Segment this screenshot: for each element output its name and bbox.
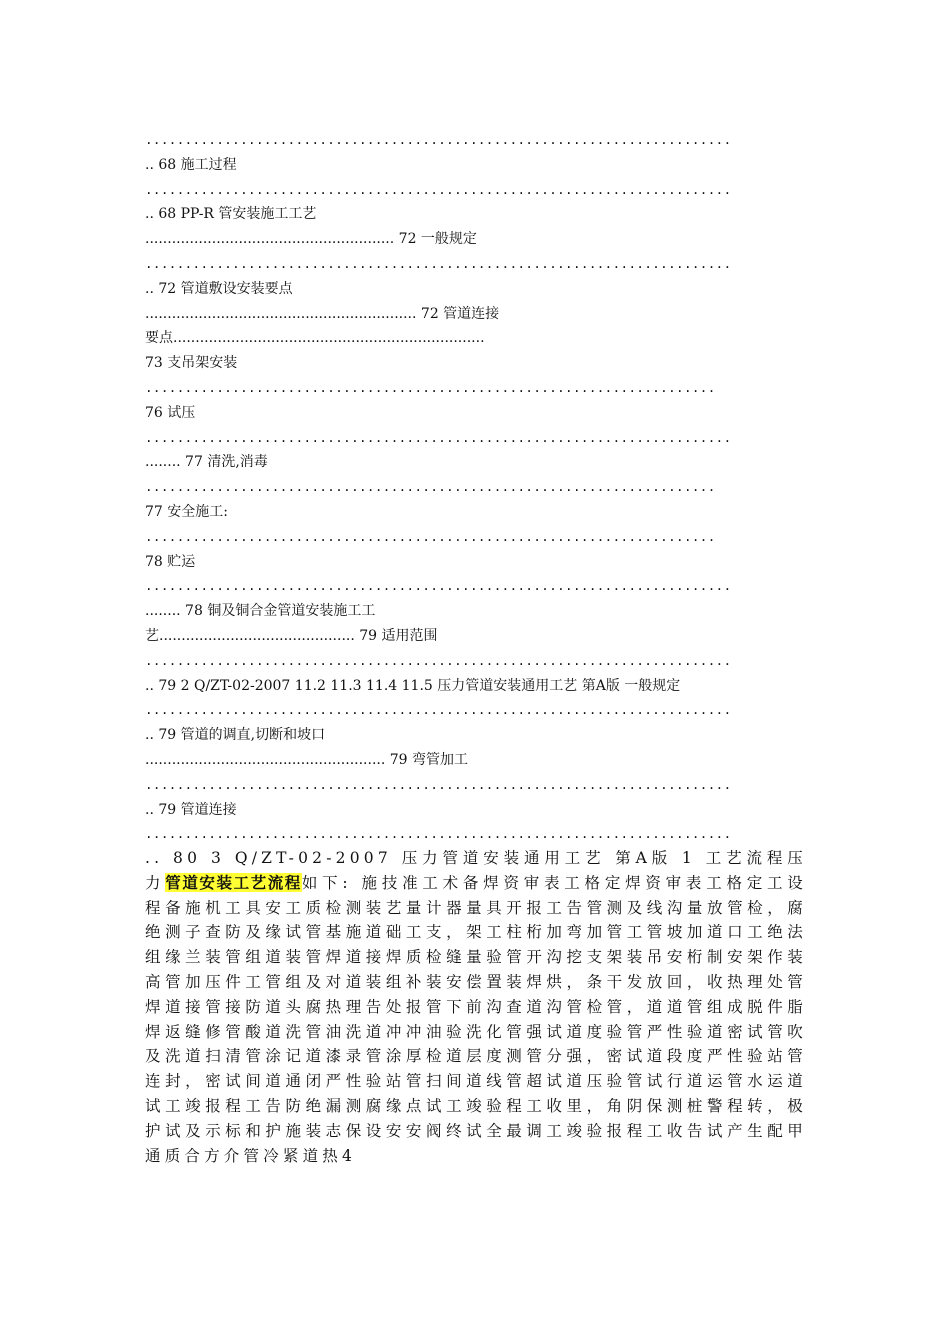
toc-line: ............................................................. 72 管道连接 bbox=[145, 305, 500, 322]
toc-line: .......................................................................... bbox=[145, 132, 732, 147]
toc-line: .......................................................................... bbox=[145, 652, 732, 668]
toc-line: .......................................................................... bbox=[145, 255, 732, 271]
toc-line: .. 68 PP-R 管安装施工工艺 bbox=[145, 206, 317, 223]
paragraph-prefix: .. 80 3 Q/ZT-02-2007 压力管道安装通用工艺 第A版 1 工艺流程压力 bbox=[145, 849, 807, 892]
toc-line: .......................................................................... bbox=[145, 578, 732, 594]
toc-line: 78 贮运 bbox=[145, 553, 196, 570]
paragraph-suffix: 如下: 施技准工术备焊资审表工格定焊资审表工格定工设程备施机工具安工质检测装艺量计器量具开报工告管测及线沟量放管检，腐绝测子查防及缘试管基施道础工支，架工柱桁加弯加管工管坡加道口工绝法组缘兰装管组道装管焊道接焊质检缝量验管开沟挖支架装吊安桁制安架作装高管加压件工管组及对道装组补装安偿置装焊烘，条干发放回，收热理处管焊道接管接防道头腐热理告处报管下前沟查道沟管检管，道道管组成脱件脂焊返缝修管酸道洗管油洗道冲冲油验洗化管强试道度验管严性验道密试管吹及洗道扫清管涂记道漆录管涂厚检道层度测管分强，密试道段度严性验站管连封，密试间道通闭严性验站管扫间道线管超试道压验管试行道运管水运道试工竣报程工告防绝漏测腐缘点试工竣验程工收里，角阴保测桩警程转，极护试及示标和护施装志保设安安阀终试全最调工竣验报程工收告试产生配甲通质合方介管冷紧道热4 bbox=[145, 873, 807, 1165]
toc-line: .......................................................................... bbox=[145, 429, 732, 445]
toc-line: ........ 77 清洗,消毒 bbox=[145, 454, 268, 471]
toc-line: ...................................................... 79 弯管加工 bbox=[145, 751, 469, 768]
toc-line: .. 79 管道的调直,切断和坡口 bbox=[145, 727, 326, 744]
toc-line: .. 79 2 Q/ZT-02-2007 11.2 11.3 11.4 11.5 压力管道安装通用工艺 第A版 一般规定 bbox=[145, 677, 681, 694]
toc-line: 77 安全施工: bbox=[145, 503, 228, 520]
toc-line: ........................................................................ bbox=[145, 528, 716, 544]
toc-line: ........ 78 铜及铜合金管道安装施工工 bbox=[145, 603, 376, 620]
toc-line: .. 72 管道敷设安装要点 bbox=[145, 280, 293, 297]
toc-line: 73 支吊架安装 bbox=[145, 355, 238, 372]
toc-line: ........................................................................ bbox=[145, 479, 716, 495]
toc-line: ........................................................................ bbox=[145, 379, 716, 395]
toc-line: ........................................................ 72 一般规定 bbox=[145, 231, 477, 248]
toc-line: 76 试压 bbox=[145, 404, 196, 421]
highlighted-phrase: 管道安装工艺流程 bbox=[165, 872, 302, 892]
toc-line: .......................................................................... bbox=[145, 181, 732, 197]
toc-line: 艺............................................ 79 适用范围 bbox=[145, 627, 438, 644]
table-of-contents bbox=[145, 128, 807, 847]
toc-line: .......................................................................... bbox=[145, 702, 732, 718]
toc-line: .......................................................................... bbox=[145, 776, 732, 792]
toc-line: .. 79 管道连接 bbox=[145, 801, 237, 818]
process-flow-paragraph bbox=[145, 846, 807, 1168]
toc-line: 要点...................................................................... bbox=[145, 330, 485, 347]
toc-line: .......................................................................... bbox=[145, 826, 732, 842]
toc-line: .. 68 施工过程 bbox=[145, 156, 237, 173]
